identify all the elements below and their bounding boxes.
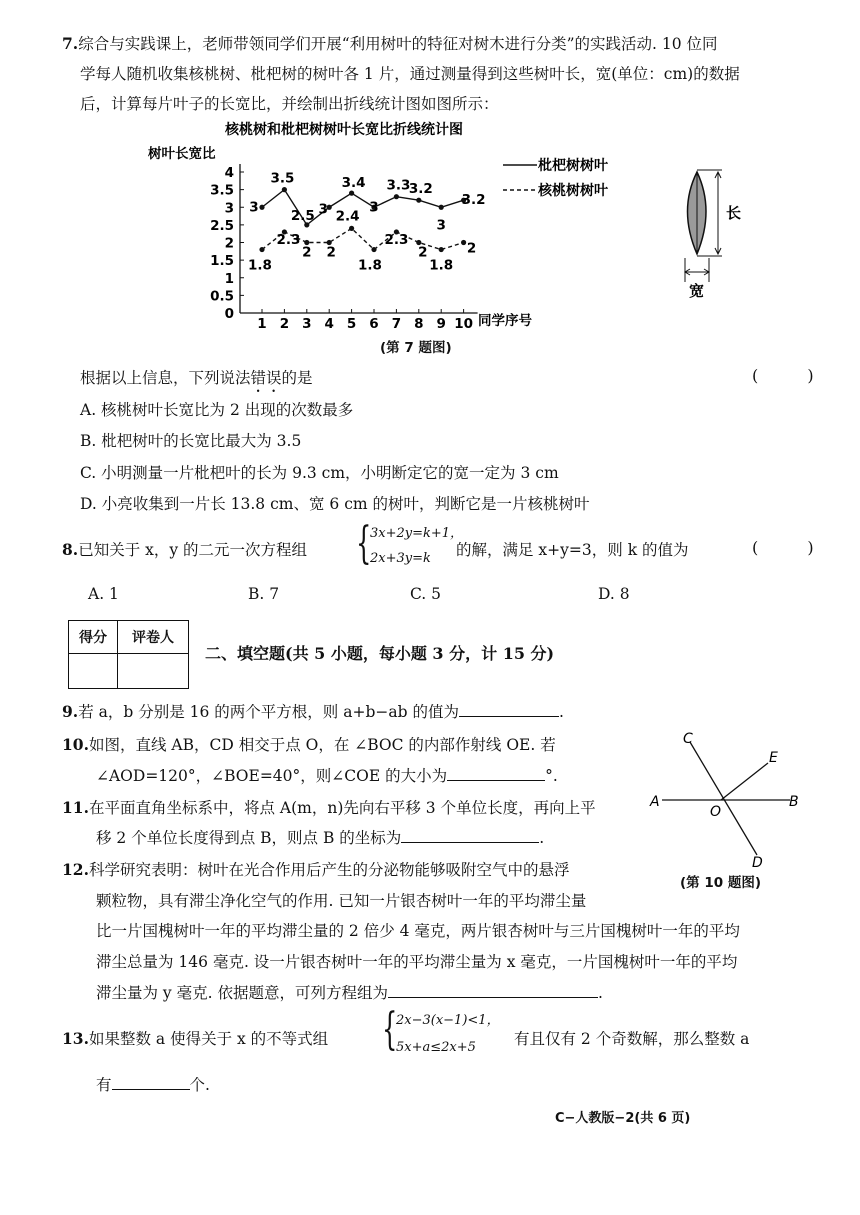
q10-geometry-figure xyxy=(640,725,810,895)
q12-line-3: 比一片国槐树叶一年的平均滞尘量的 2 倍少 4 毫克，两片银杏树叶与三片国槐树叶一年的平均 xyxy=(96,922,740,940)
q7-line-1 xyxy=(62,32,718,54)
chart-x-axis-label: 同学序号 xyxy=(478,313,532,329)
data-label: 3.2 xyxy=(461,192,486,209)
data-point xyxy=(416,198,421,203)
data-point xyxy=(461,240,466,245)
x-tick-label: 7 xyxy=(391,316,402,332)
q7-question xyxy=(80,366,313,396)
point-e-label: E xyxy=(769,750,778,766)
q13-line-2 xyxy=(96,1073,210,1095)
q9-text: 若 a，b 分别是 16 的两个平方根，则 a+b−ab 的值为 xyxy=(78,703,459,721)
q13-stem-post: 有且仅有 2 个奇数解，那么整数 a xyxy=(514,1030,750,1048)
data-label: 3.3 xyxy=(386,177,411,194)
q8-equation-2: 2x+3y=k xyxy=(370,551,431,566)
data-label: 3.4 xyxy=(341,175,366,192)
q7-option-b: B. 枇杷树叶的长宽比最大为 3.5 xyxy=(80,432,302,450)
q10-line-1 xyxy=(62,733,556,755)
x-tick-label: 3 xyxy=(302,316,312,332)
data-point xyxy=(439,205,444,210)
q12-line-5 xyxy=(96,981,603,1003)
data-label: 3.2 xyxy=(408,181,433,198)
leaf-length-label: 长 xyxy=(726,204,742,222)
x-tick-label: 10 xyxy=(454,316,473,332)
q12-end: . xyxy=(597,984,603,1002)
point-b-label: B xyxy=(789,794,799,810)
point-o-label: O xyxy=(710,804,722,820)
q13-stem-pre xyxy=(62,1027,328,1049)
q8-brace: { xyxy=(356,518,372,569)
data-label: 3 xyxy=(436,217,446,234)
q11-line-2 xyxy=(96,826,544,848)
q9-answer-blank[interactable] xyxy=(459,700,559,717)
q12-line-1 xyxy=(62,858,569,880)
q7-question-emphasis: 错误 xyxy=(250,369,282,387)
q13-brace: { xyxy=(382,1004,398,1055)
q11-line-1 xyxy=(62,796,596,818)
data-label: 2.3 xyxy=(276,231,301,248)
q7-figure-caption: (第 7 题图) xyxy=(380,340,452,356)
q10-figure-caption: (第 10 题图) xyxy=(680,875,762,891)
q7-option-d: D. 小亮收集到一片长 13.8 cm、宽 6 cm 的树叶，判断它是一片核桃树叶 xyxy=(80,495,590,513)
data-point xyxy=(282,187,287,192)
data-label: 3.5 xyxy=(270,170,295,187)
score-box xyxy=(68,620,189,689)
q9 xyxy=(62,700,564,722)
q13-inequality-1: 2x−3(x−1)<1， xyxy=(396,1013,500,1028)
q11-answer-blank[interactable] xyxy=(401,826,539,843)
x-tick-label: 9 xyxy=(436,316,446,332)
q13-text-2: 有 xyxy=(96,1076,112,1094)
data-point xyxy=(371,247,376,252)
q7-line-3: 后，计算每片叶子的长宽比，并绘制出折线统计图如图所示： xyxy=(80,95,499,113)
data-point xyxy=(394,194,399,199)
q7-question-post: 的是 xyxy=(281,369,313,387)
grader-label: 评卷人 xyxy=(118,621,189,654)
q9-number: 9. xyxy=(62,702,79,721)
q13-end: 个. xyxy=(189,1076,210,1094)
q13-number: 13. xyxy=(62,1029,89,1048)
data-point xyxy=(439,247,444,252)
data-label: 3 xyxy=(369,199,379,216)
data-point xyxy=(349,226,354,231)
q10-line-2 xyxy=(96,764,558,786)
data-point xyxy=(259,247,264,252)
data-label: 1.8 xyxy=(248,257,272,274)
q12-text-5: 滞尘量为 y 毫克. 依据题意，可列方程组为 xyxy=(96,984,388,1002)
data-label: 2 xyxy=(326,244,336,261)
q10-number: 10. xyxy=(62,735,89,754)
data-label: 2 xyxy=(302,244,312,261)
y-tick-label: 1.5 xyxy=(210,253,234,270)
legend-label-hetao: 核桃树树叶 xyxy=(538,183,608,199)
q7-text-1: 综合与实践课上，老师带领同学们开展“利用树叶的特征对树木进行分类”的实践活动. 10 位同 xyxy=(78,35,718,53)
y-tick-label: 3.5 xyxy=(210,182,234,199)
q11-text-2: 移 2 个单位长度得到点 B，则点 B 的坐标为 xyxy=(96,829,402,847)
x-tick-label: 1 xyxy=(257,316,267,332)
data-point xyxy=(349,191,354,196)
y-tick-label: 0.5 xyxy=(210,288,234,305)
q12-line-2: 颗粒物，具有滞尘净化空气的作用. 已知一片银杏树叶一年的平均滞尘量 xyxy=(96,892,587,910)
x-tick-label: 5 xyxy=(346,316,357,332)
q8-equation-1: 3x+2y=k+1， xyxy=(370,526,464,541)
q7-option-c: C. 小明测量一片枇杷叶的长为 9.3 cm，小明断定它的宽一定为 3 cm xyxy=(80,464,559,482)
data-point xyxy=(259,205,264,210)
q12-text-1: 科学研究表明：树叶在光合作用后产生的分泌物能够吸附空气中的悬浮 xyxy=(88,861,570,879)
y-tick-label: 1 xyxy=(224,270,234,287)
q11-text-1: 在平面直角坐标系中，将点 A(m，n)先向右平移 3 个单位长度，再向上平 xyxy=(88,799,596,817)
x-tick-label: 4 xyxy=(324,316,334,332)
chart-legend xyxy=(503,157,609,199)
y-tick-label: 4 xyxy=(224,165,234,181)
score-label: 得分 xyxy=(69,621,118,654)
point-d-label: D xyxy=(752,855,763,871)
q13-text-pre: 如果整数 a 使得关于 x 的不等式组 xyxy=(88,1030,329,1048)
q10-text-2: ∠AOD=120°，∠BOE=40°，则∠COE 的大小为 xyxy=(96,767,448,785)
q8-option-c: C. 5 xyxy=(410,585,442,603)
q8-option-d: D. 8 xyxy=(598,585,630,603)
x-tick-label: 8 xyxy=(414,316,424,332)
q7-answer-paren[interactable]: ( ) xyxy=(752,366,836,385)
leaf-width-label: 宽 xyxy=(689,282,705,300)
q8-option-b: B. 7 xyxy=(248,585,280,603)
q8-option-a: A. 1 xyxy=(88,585,119,603)
chart-series xyxy=(248,171,486,274)
q10-text-1: 如图，直线 AB，CD 相交于点 O，在 ∠BOC 的内部作射线 OE. 若 xyxy=(88,736,556,754)
data-label: 2.4 xyxy=(335,208,360,225)
data-label: 1.8 xyxy=(429,257,454,274)
chart-y-ticks xyxy=(210,165,244,322)
q12-number: 12. xyxy=(62,860,89,879)
x-tick-label: 6 xyxy=(369,316,379,332)
q7-line-2: 学每人随机收集核桃树、枇杷树的树叶各 1 片，通过测量得到这些树叶长，宽(单位：cm)的数据 xyxy=(80,65,740,83)
q10-end: °. xyxy=(545,767,558,785)
page-footer: C−人教版−2(共 6 页) xyxy=(555,1111,691,1126)
data-label: 2 xyxy=(418,244,428,261)
section-2-title: 二、填空题(共 5 小题，每小题 3 分，计 15 分) xyxy=(205,644,555,663)
data-label: 3 xyxy=(249,199,259,216)
q9-end: . xyxy=(558,703,564,721)
y-tick-label: 2.5 xyxy=(210,217,234,234)
chart-y-axis-label: 树叶长宽比 xyxy=(148,146,216,162)
legend-label-pipa: 枇杷树树叶 xyxy=(538,158,608,174)
y-tick-label: 2 xyxy=(224,235,234,252)
q7-line-chart xyxy=(140,118,640,350)
data-label: 3 xyxy=(318,201,328,218)
data-label: 2.5 xyxy=(290,207,315,224)
leaf-figure xyxy=(672,160,772,305)
chart-title: 核桃树和枇杷树树叶长宽比折线统计图 xyxy=(225,122,463,138)
y-tick-label: 0 xyxy=(224,306,234,322)
q13-answer-blank[interactable] xyxy=(112,1073,190,1090)
q8-text-pre: 已知关于 x，y 的二元一次方程组 xyxy=(78,541,308,559)
q12-answer-blank[interactable] xyxy=(388,981,598,998)
grader-cell[interactable] xyxy=(118,654,189,689)
y-tick-label: 3 xyxy=(224,200,234,217)
point-c-label: C xyxy=(683,731,693,747)
data-label: 2 xyxy=(466,240,477,257)
x-tick-label: 2 xyxy=(279,316,290,332)
q8-stem-pre xyxy=(62,538,307,560)
q7-option-a: A. 核桃树叶长宽比为 2 出现的次数最多 xyxy=(80,401,354,419)
q11-number: 11. xyxy=(62,798,89,817)
q10-answer-blank[interactable] xyxy=(447,764,545,781)
point-a-label: A xyxy=(650,794,660,810)
q12-line-4: 滞尘总量为 146 毫克. 设一片银杏树叶一年的平均滞尘量为 x 毫克，一片国槐树叶一年的平均 xyxy=(96,953,738,971)
score-cell[interactable] xyxy=(69,654,118,689)
q8-number: 8. xyxy=(62,540,79,559)
q11-end: . xyxy=(539,829,545,847)
q8-answer-paren[interactable]: ( ) xyxy=(752,538,836,557)
q7-question-pre: 根据以上信息，下列说法 xyxy=(80,369,251,387)
ray-oe xyxy=(721,763,768,800)
data-label: 2.3 xyxy=(384,231,409,248)
q8-stem-post: 的解，满足 x+y=3，则 k 的值为 xyxy=(456,541,689,559)
q7-number: 7. xyxy=(62,34,79,53)
q13-inequality-2: 5x+a≤2x+5 xyxy=(396,1040,476,1055)
data-label: 1.8 xyxy=(358,257,382,274)
